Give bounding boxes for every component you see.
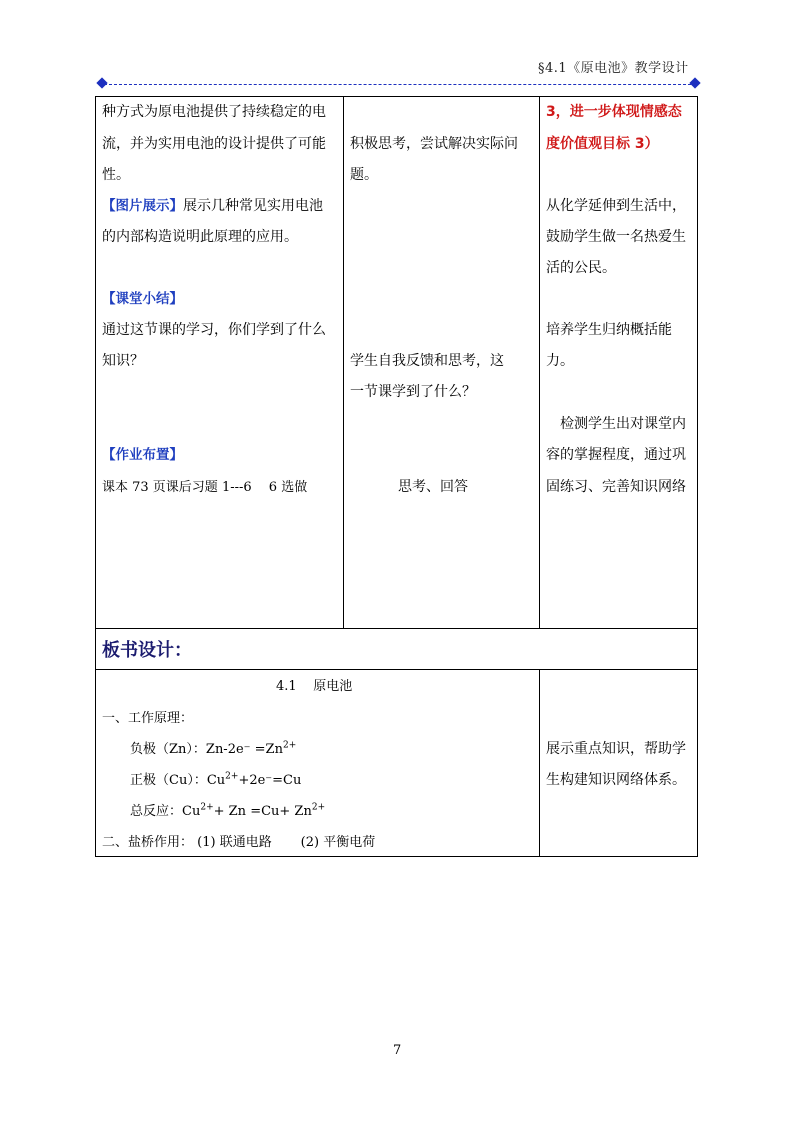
positive-electrode-label: 正极（Cu）：: [130, 773, 207, 788]
board-design-heading: 板书设计：: [102, 640, 192, 661]
picture-display-tag: 【图片展示】: [102, 198, 183, 214]
table-divider: [539, 669, 540, 857]
picture-display-block: [102, 191, 323, 222]
table-divider: [343, 96, 344, 628]
board-section-1: 一、工作原理：: [102, 711, 194, 726]
teacher-activity-line: 流，并为实用电池的设计提供了可能: [102, 136, 326, 152]
student-activity-line: 题。: [350, 167, 378, 183]
charge-superscript: 2+: [311, 802, 326, 813]
header-diamond-right-icon: [689, 77, 700, 88]
design-intent-line: 容的掌握程度，通过巩: [546, 447, 686, 463]
design-intent-line: 鼓励学生做一名热爱生: [546, 229, 686, 245]
picture-display-text: 展示几种常见实用电池: [183, 198, 323, 214]
board-note-line: 生构建知识网络体系。: [546, 772, 686, 788]
positive-electrode-equation: [130, 765, 301, 796]
charge-superscript: 2+: [282, 740, 297, 751]
page-number: 7: [393, 1043, 402, 1058]
design-intent-line: 力。: [546, 353, 574, 369]
homework-tag: 【作业布置】: [102, 447, 183, 463]
charge-superscript: 2+: [225, 771, 239, 782]
negative-electrode-equation: [130, 734, 296, 765]
negative-electrode-formula: Zn-2e⁻ =Zn: [205, 742, 283, 757]
document-header-title: §4.1《原电池》教学设计: [538, 61, 689, 76]
goal-heading: 3，进一步体现情感态: [546, 104, 682, 120]
teacher-activity-line: 种方式为原电池提供了持续稳定的电: [102, 104, 326, 120]
design-intent-line: 从化学延伸到生活中，: [546, 198, 686, 214]
teacher-activity-line: 性。: [102, 167, 130, 183]
positive-electrode-formula-a: Cu: [206, 773, 226, 788]
total-reaction-formula-b: + Zn =Cu+ Zn: [213, 804, 312, 819]
table-divider: [539, 96, 540, 628]
student-activity-line: 一节课学到了什么？: [350, 384, 476, 400]
header-diamond-left-icon: [96, 77, 107, 88]
homework-text: 课本 73 页课后习题 1---6 6 选做: [102, 480, 308, 495]
design-intent-line: 检测学生出对课堂内: [560, 416, 686, 432]
design-intent-line: 固练习、完善知识网络: [546, 479, 686, 495]
teacher-activity-line: 的内部构造说明此原理的应用。: [102, 229, 298, 245]
negative-electrode-label: 负极（Zn）：: [130, 742, 206, 757]
table-divider: [95, 669, 698, 670]
class-summary-tag: 【课堂小结】: [102, 291, 183, 307]
salt-bridge-label: 二、盐桥作用：: [102, 835, 194, 850]
board-note-line: 展示重点知识，帮助学: [546, 741, 686, 757]
total-reaction-equation: [130, 796, 325, 827]
salt-bridge-role-2: (2) 平衡电荷: [300, 835, 376, 850]
charge-superscript: 2+: [200, 802, 214, 813]
board-title-number: 4.1: [276, 679, 297, 694]
design-intent-line: 培养学生归纳概括能: [546, 322, 672, 338]
goal-heading: 度价值观目标 3）: [546, 136, 659, 152]
total-reaction-label: 总反应：: [130, 804, 183, 819]
student-activity-line: 学生自我反馈和思考，这: [350, 353, 504, 369]
table-divider: [95, 628, 698, 629]
student-activity-line: 积极思考，尝试解决实际问: [350, 136, 518, 152]
student-activity-line: 思考、回答: [398, 479, 468, 495]
header-divider: [104, 84, 696, 85]
design-intent-line: 活的公民。: [546, 260, 616, 276]
summary-question: 通过这节课的学习，你们学到了什么: [102, 322, 326, 338]
board-title-text: 原电池: [313, 679, 353, 694]
board-section-2: [102, 827, 375, 858]
salt-bridge-role-1: (1) 联通电路: [197, 835, 272, 850]
board-title: [276, 671, 352, 702]
summary-question: 知识？: [102, 353, 144, 369]
positive-electrode-formula-b: +2e⁻=Cu: [238, 773, 302, 788]
total-reaction-formula-a: Cu: [182, 804, 201, 819]
